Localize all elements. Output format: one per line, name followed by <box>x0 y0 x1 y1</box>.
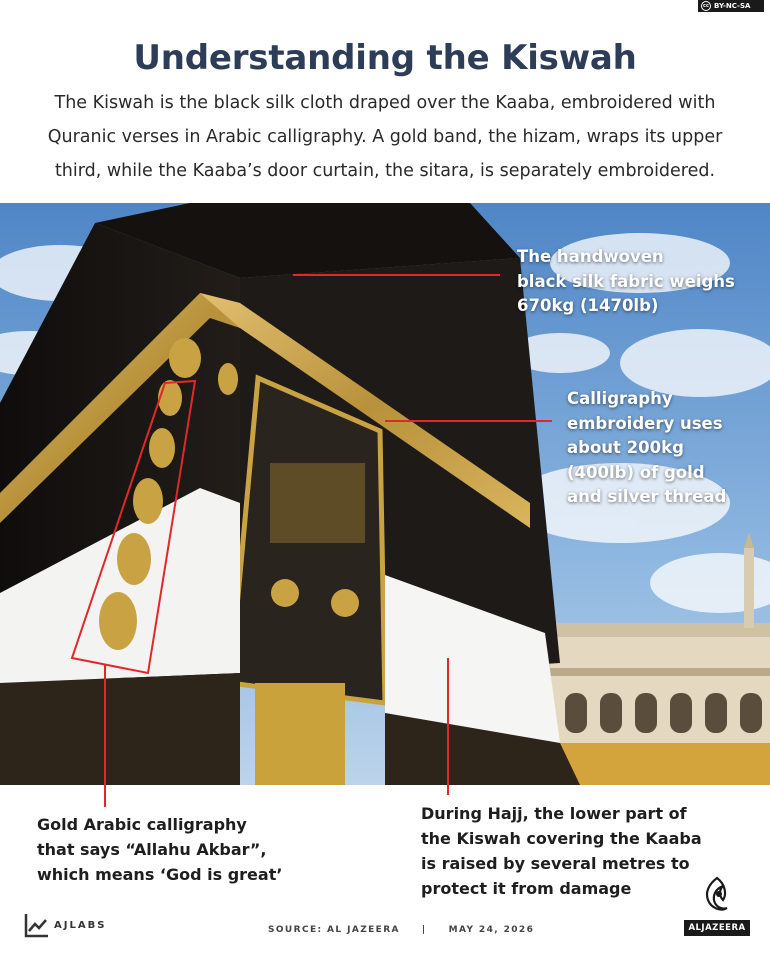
caption-line: the Kiswah covering the Kaaba <box>421 829 702 848</box>
source-label: SOURCE: AL JAZEERA <box>268 925 400 935</box>
callout-line: 670kg (1470lb) <box>517 296 659 315</box>
thread-callout <box>567 387 726 510</box>
aljazeera-logo <box>686 876 748 942</box>
callout-line: black silk fabric weighs <box>517 271 735 291</box>
intro-line: Quranic verses in Arabic calligraphy. A gold band, the hizam, wraps its upper <box>47 127 723 147</box>
intro-line: The Kiswah is the black silk cloth draped over the Kaaba, embroidered with <box>54 93 716 113</box>
caption-line: During Hajj, the lower part of <box>421 804 687 823</box>
license-badge <box>698 0 764 12</box>
ajlabs-chart-icon <box>24 912 50 938</box>
kaaba-base-left <box>0 673 240 785</box>
intro-line: third, while the Kaaba’s door curtain, the sitara, is separately embroidered. <box>54 161 716 181</box>
caption-line: protect it from damage <box>421 879 632 898</box>
caption-line: Gold Arabic calligraphy <box>37 815 247 834</box>
caption-line: is raised by several metres to <box>421 854 690 873</box>
creative-commons-icon: cc <box>701 1 711 11</box>
footer-meta <box>268 925 534 935</box>
callout-line: embroidery uses <box>567 413 723 433</box>
caption-line: that says “Allahu Akbar”, <box>37 840 267 859</box>
kaaba-photo <box>0 203 770 785</box>
calligraphy-caption <box>37 812 282 887</box>
callout-line: and silver thread <box>567 487 727 506</box>
page-title: Understanding the Kiswah <box>133 38 637 78</box>
aljazeera-emblem-icon <box>699 876 735 916</box>
license-label: BY-NC-SA <box>714 2 751 10</box>
silk-callout <box>517 245 735 319</box>
callout-line: The handwoven <box>517 247 664 266</box>
publish-date: MAY 24, 2026 <box>448 925 535 935</box>
ajlabs-logo <box>24 912 106 938</box>
callout-line: (400lb) of gold <box>567 462 705 482</box>
aljazeera-wordmark: ALJAZEERA <box>684 920 749 936</box>
footer-separator: | <box>421 925 427 935</box>
callout-line: Calligraphy <box>567 389 673 408</box>
callout-line: about 200kg <box>567 438 684 457</box>
caption-line: which means ‘God is great’ <box>37 865 283 884</box>
ajlabs-wordmark: AJLABS <box>54 919 107 931</box>
intro-paragraph <box>20 86 750 188</box>
hajj-caption <box>421 801 702 901</box>
